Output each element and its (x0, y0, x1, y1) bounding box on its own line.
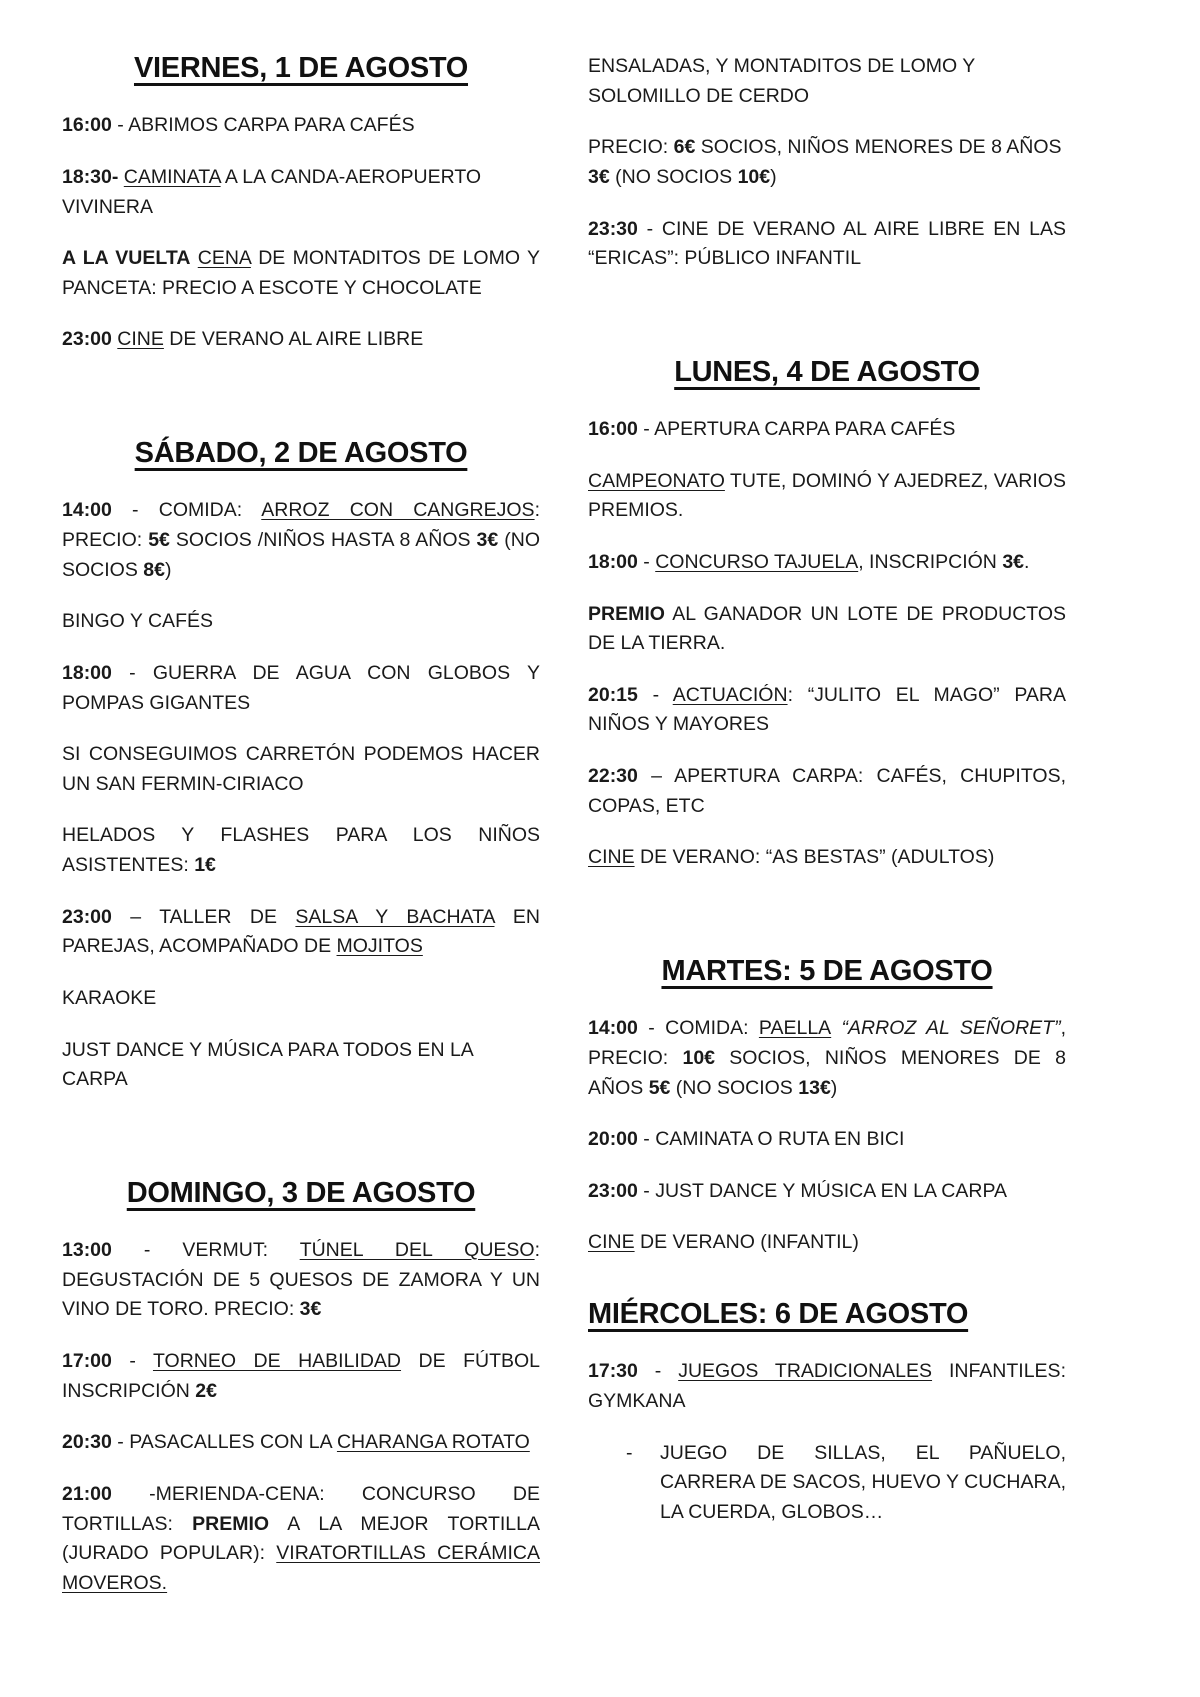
entry-time: 23:00 (62, 328, 112, 351)
entry-underlined-2: MOJITOS (336, 935, 423, 958)
entry-text: APERTURA CARPA: CAFÉS, CHUPITOS, COPAS, ETC (588, 765, 1066, 817)
entry-lunes-2230 (588, 762, 1066, 821)
entry-underlined: CONCURSO TAJUELA (655, 550, 859, 573)
entry-underlined: CINE (588, 1231, 635, 1254)
entry-separator: - (637, 1360, 679, 1383)
day-heading-martes-5-text: MARTES: 5 DE AGOSTO (661, 954, 993, 987)
entry-viernes-2300 (62, 325, 540, 355)
day-heading-martes-5 (588, 955, 1066, 988)
entry-separator (190, 247, 197, 269)
entry-underlined: CAMINATA (123, 165, 221, 188)
entry-text: DE VERANO (INFANTIL) (634, 1231, 859, 1254)
entry-sabado-bingo: BINGO Y CAFÉS (62, 610, 213, 633)
entry-domingo-2100 (62, 1480, 540, 1599)
entry-separator: – TALLER DE (111, 905, 296, 928)
section-spacer (62, 377, 540, 437)
entry-time: 13:00 (62, 1239, 112, 1262)
entry-sabado-carreton: SI CONSEGUIMOS CARRETÓN PODEMOS HACER UN SAN FERMIN-CIRIACO (62, 743, 540, 795)
entry-text: A LA CANDA-AEROPUERTO VIVINERA (62, 165, 482, 218)
entry-text: HELADOS Y FLASHES PARA LOS NIÑOS ASISTENTES: 1€ (62, 824, 540, 877)
entry-separator: - (637, 1179, 656, 1202)
entry-underlined: JUEGOS TRADICIONALES (678, 1360, 933, 1383)
entry-italic: “ARROZ AL SEÑORET” (831, 1017, 1061, 1040)
section-spacer (62, 1117, 540, 1177)
entry-underlined: ACTUACIÓN (672, 683, 788, 706)
entry-separator: - PASACALLES CON LA (111, 1431, 337, 1454)
entry-underlined: CINE (588, 846, 635, 869)
entry-lunes-premio (588, 600, 1066, 659)
entry-martes-cine (588, 1228, 1066, 1258)
entry-sabado-helados (62, 821, 540, 880)
entry-sabado-1800 (62, 659, 540, 718)
entry-time: 23:30 (588, 217, 638, 240)
entry-text: : “JULITO EL MAGO” PARA NIÑOS Y MAYORES (588, 683, 1066, 736)
entry-time: 16:00 (588, 418, 638, 441)
day-heading-domingo-3 (62, 1177, 540, 1210)
day-heading-viernes-1 (62, 52, 540, 85)
bullet-list-item (588, 1439, 1066, 1528)
entry-separator: - (111, 114, 129, 137)
entry-text: ABRIMOS CARPA PARA CAFÉS (128, 114, 415, 137)
entry-text: CINE DE VERANO AL AIRE LIBRE EN LAS “ERICAS”: PÚBLICO INFANTIL (588, 217, 1066, 270)
entry-viernes-vuelta (62, 244, 540, 303)
entry-text: CAMINATA O RUTA EN BICI (655, 1128, 905, 1151)
day-heading-domingo-3-text: DOMINGO, 3 DE AGOSTO (126, 1176, 476, 1209)
section-spacer (588, 1280, 1066, 1298)
entry-separator: - COMIDA: (111, 499, 262, 522)
entry-text: : PRECIO: 5€ SOCIOS /NIÑOS HASTA 8 AÑOS 3€ (NO SOCIOS 8€) (62, 499, 540, 581)
entry-time: 18:30- (62, 165, 119, 188)
entry-separator: - (637, 1128, 656, 1151)
entry-domingo-1300 (62, 1236, 540, 1325)
dash-bullet-icon: - (626, 1441, 633, 1464)
entry-martes-1400 (588, 1014, 1066, 1103)
entry-martes-2000 (588, 1125, 1066, 1155)
entry-underlined: CAMPEONATO (588, 469, 725, 492)
entry-text: , PRECIO: 10€ SOCIOS, NIÑOS MENORES DE 8 AÑOS 5€ (NO SOCIOS 13€) (588, 1017, 1066, 1099)
entry-time: 23:00 (588, 1179, 638, 1202)
entry-underlined-2: VIRATORTILLAS CERÁMICA MOVEROS. (62, 1542, 540, 1594)
entry-time: 20:30 (62, 1431, 112, 1454)
entry-underlined: CHARANGA ROTATO (336, 1431, 530, 1454)
entry-text: , INSCRIPCIÓN 3€. (858, 550, 1030, 573)
entry-text: GUERRA DE AGUA CON GLOBOS Y POMPAS GIGANTES (62, 661, 540, 714)
entry-underlined: ARROZ CON CANGREJOS (261, 499, 535, 522)
entry-viernes-1830 (62, 163, 540, 222)
entry-time: 17:00 (62, 1350, 112, 1373)
entry-time: 14:00 (62, 499, 112, 522)
entry-viernes-1600 (62, 111, 540, 141)
entry-bold-lead: PREMIO (588, 602, 665, 625)
entry-text: APERTURA CARPA PARA CAFÉS (654, 418, 956, 441)
entry-separator: – (637, 765, 675, 788)
entry-text: : DEGUSTACIÓN DE 5 QUESOS DE ZAMORA Y UN VINO DE TORO. PRECIO: 3€ (62, 1239, 541, 1321)
left-column (62, 52, 540, 1598)
entry-sabado-justdance: JUST DANCE Y MÚSICA PARA TODOS EN LA CARPA (62, 1038, 473, 1091)
entry-domingo-2030 (62, 1428, 540, 1458)
day-heading-miercoles-6-text: MIÉRCOLES: 6 DE AGOSTO (588, 1298, 969, 1331)
entry-underlined: PAELLA (758, 1017, 832, 1040)
entry-separator: - (637, 217, 662, 240)
entry-separator: - (111, 661, 153, 684)
entry-separator: - VERMUT: (111, 1239, 300, 1262)
entry-miercoles-1730 (588, 1357, 1066, 1416)
entry-text: AL GANADOR UN LOTE DE PRODUCTOS DE LA TIERRA. (588, 602, 1067, 655)
entry-underlined: CENA (197, 247, 251, 270)
entry-time: 14:00 (588, 1017, 638, 1040)
two-column-layout (62, 52, 1140, 1657)
entry-cont-precio (588, 133, 1066, 192)
day-heading-miercoles-6 (588, 1298, 1066, 1331)
entry-time: 17:30 (588, 1360, 638, 1383)
day-heading-sabado-2-text: SÁBADO, 2 DE AGOSTO (134, 437, 468, 470)
entry-lunes-2015 (588, 681, 1066, 740)
entry-time: 18:00 (62, 661, 112, 684)
entry-underlined: TORNEO DE HABILIDAD (152, 1350, 402, 1373)
entry-time: 21:00 (62, 1482, 112, 1505)
entry-text: INFANTILES: GYMKANA (588, 1360, 1066, 1413)
bullet-text: JUEGO DE SILLAS, EL PAÑUELO, CARRERA DE SACOS, HUEVO Y CUCHARA, LA CUERDA, GLOBOS… (660, 1441, 1066, 1523)
entry-cont-ensaladas: ENSALADAS, Y MONTADITOS DE LOMO Y SOLOMILLO DE CERDO (588, 55, 975, 107)
entry-lunes-1600 (588, 415, 1066, 445)
entry-separator: - (637, 418, 655, 441)
entry-underlined: SALSA Y BACHATA (295, 905, 495, 928)
entry-separator: -MERIENDA-CENA: CONCURSO DE TORTILLAS: (62, 1482, 540, 1535)
entry-separator: - (637, 550, 656, 573)
entry-lunes-campeonato (588, 467, 1066, 526)
right-column (588, 52, 1066, 1550)
entry-martes-2300 (588, 1177, 1066, 1207)
entry-text: DE FÚTBOL INSCRIPCIÓN 2€ (62, 1350, 540, 1402)
entry-separator: - COMIDA: (637, 1017, 759, 1040)
entry-lunes-cine (588, 843, 1066, 873)
entry-text: A LA MEJOR TORTILLA (JURADO POPULAR): (62, 1512, 540, 1565)
entry-text: EN PAREJAS, ACOMPAÑADO DE (62, 905, 540, 958)
entry-text: TUTE, DOMINÓ Y AJEDREZ, VARIOS PREMIOS. (588, 469, 1066, 522)
entry-text: JUST DANCE Y MÚSICA EN LA CARPA (655, 1179, 1008, 1202)
entry-text: PRECIO: 6€ SOCIOS, NIÑOS MENORES DE 8 AÑOS 3€ (NO SOCIOS 10€) (588, 136, 1062, 188)
entry-underlined: CINE (117, 328, 164, 351)
entry-cont-2330 (588, 215, 1066, 274)
entry-text: DE VERANO: “AS BESTAS” (ADULTOS) (634, 846, 995, 869)
day-heading-sabado-2 (62, 437, 540, 470)
entry-bold-lead: A LA VUELTA (62, 247, 191, 270)
day-heading-viernes-1-text: VIERNES, 1 DE AGOSTO (133, 52, 469, 84)
entry-sabado-2300 (62, 903, 540, 962)
entry-time: 20:00 (588, 1128, 638, 1151)
day-heading-lunes-4 (588, 356, 1066, 389)
entry-time: 18:00 (588, 550, 638, 573)
entry-domingo-1700 (62, 1347, 540, 1406)
entry-sabado-karaoke: KARAOKE (62, 986, 157, 1009)
entry-text: DE MONTADITOS DE LOMO Y PANCETA: PRECIO A ESCOTE Y CHOCOLATE (62, 247, 540, 299)
entry-time: 20:15 (588, 683, 638, 706)
section-spacer (588, 296, 1066, 356)
entry-underlined: TÚNEL DEL QUESO (299, 1239, 535, 1262)
entry-text: DE VERANO AL AIRE LIBRE (163, 328, 424, 351)
entry-sabado-1400 (62, 496, 540, 585)
entry-time: 22:30 (588, 765, 638, 788)
entry-time: 23:00 (62, 905, 112, 928)
entry-separator: - (637, 683, 673, 706)
entry-lunes-1800 (588, 548, 1066, 578)
section-spacer (588, 895, 1066, 955)
entry-time: 16:00 (62, 114, 112, 137)
entry-separator: - (111, 1350, 153, 1373)
day-heading-lunes-4-text: LUNES, 4 DE AGOSTO (674, 355, 980, 388)
entry-bold-mid: PREMIO (192, 1512, 270, 1535)
